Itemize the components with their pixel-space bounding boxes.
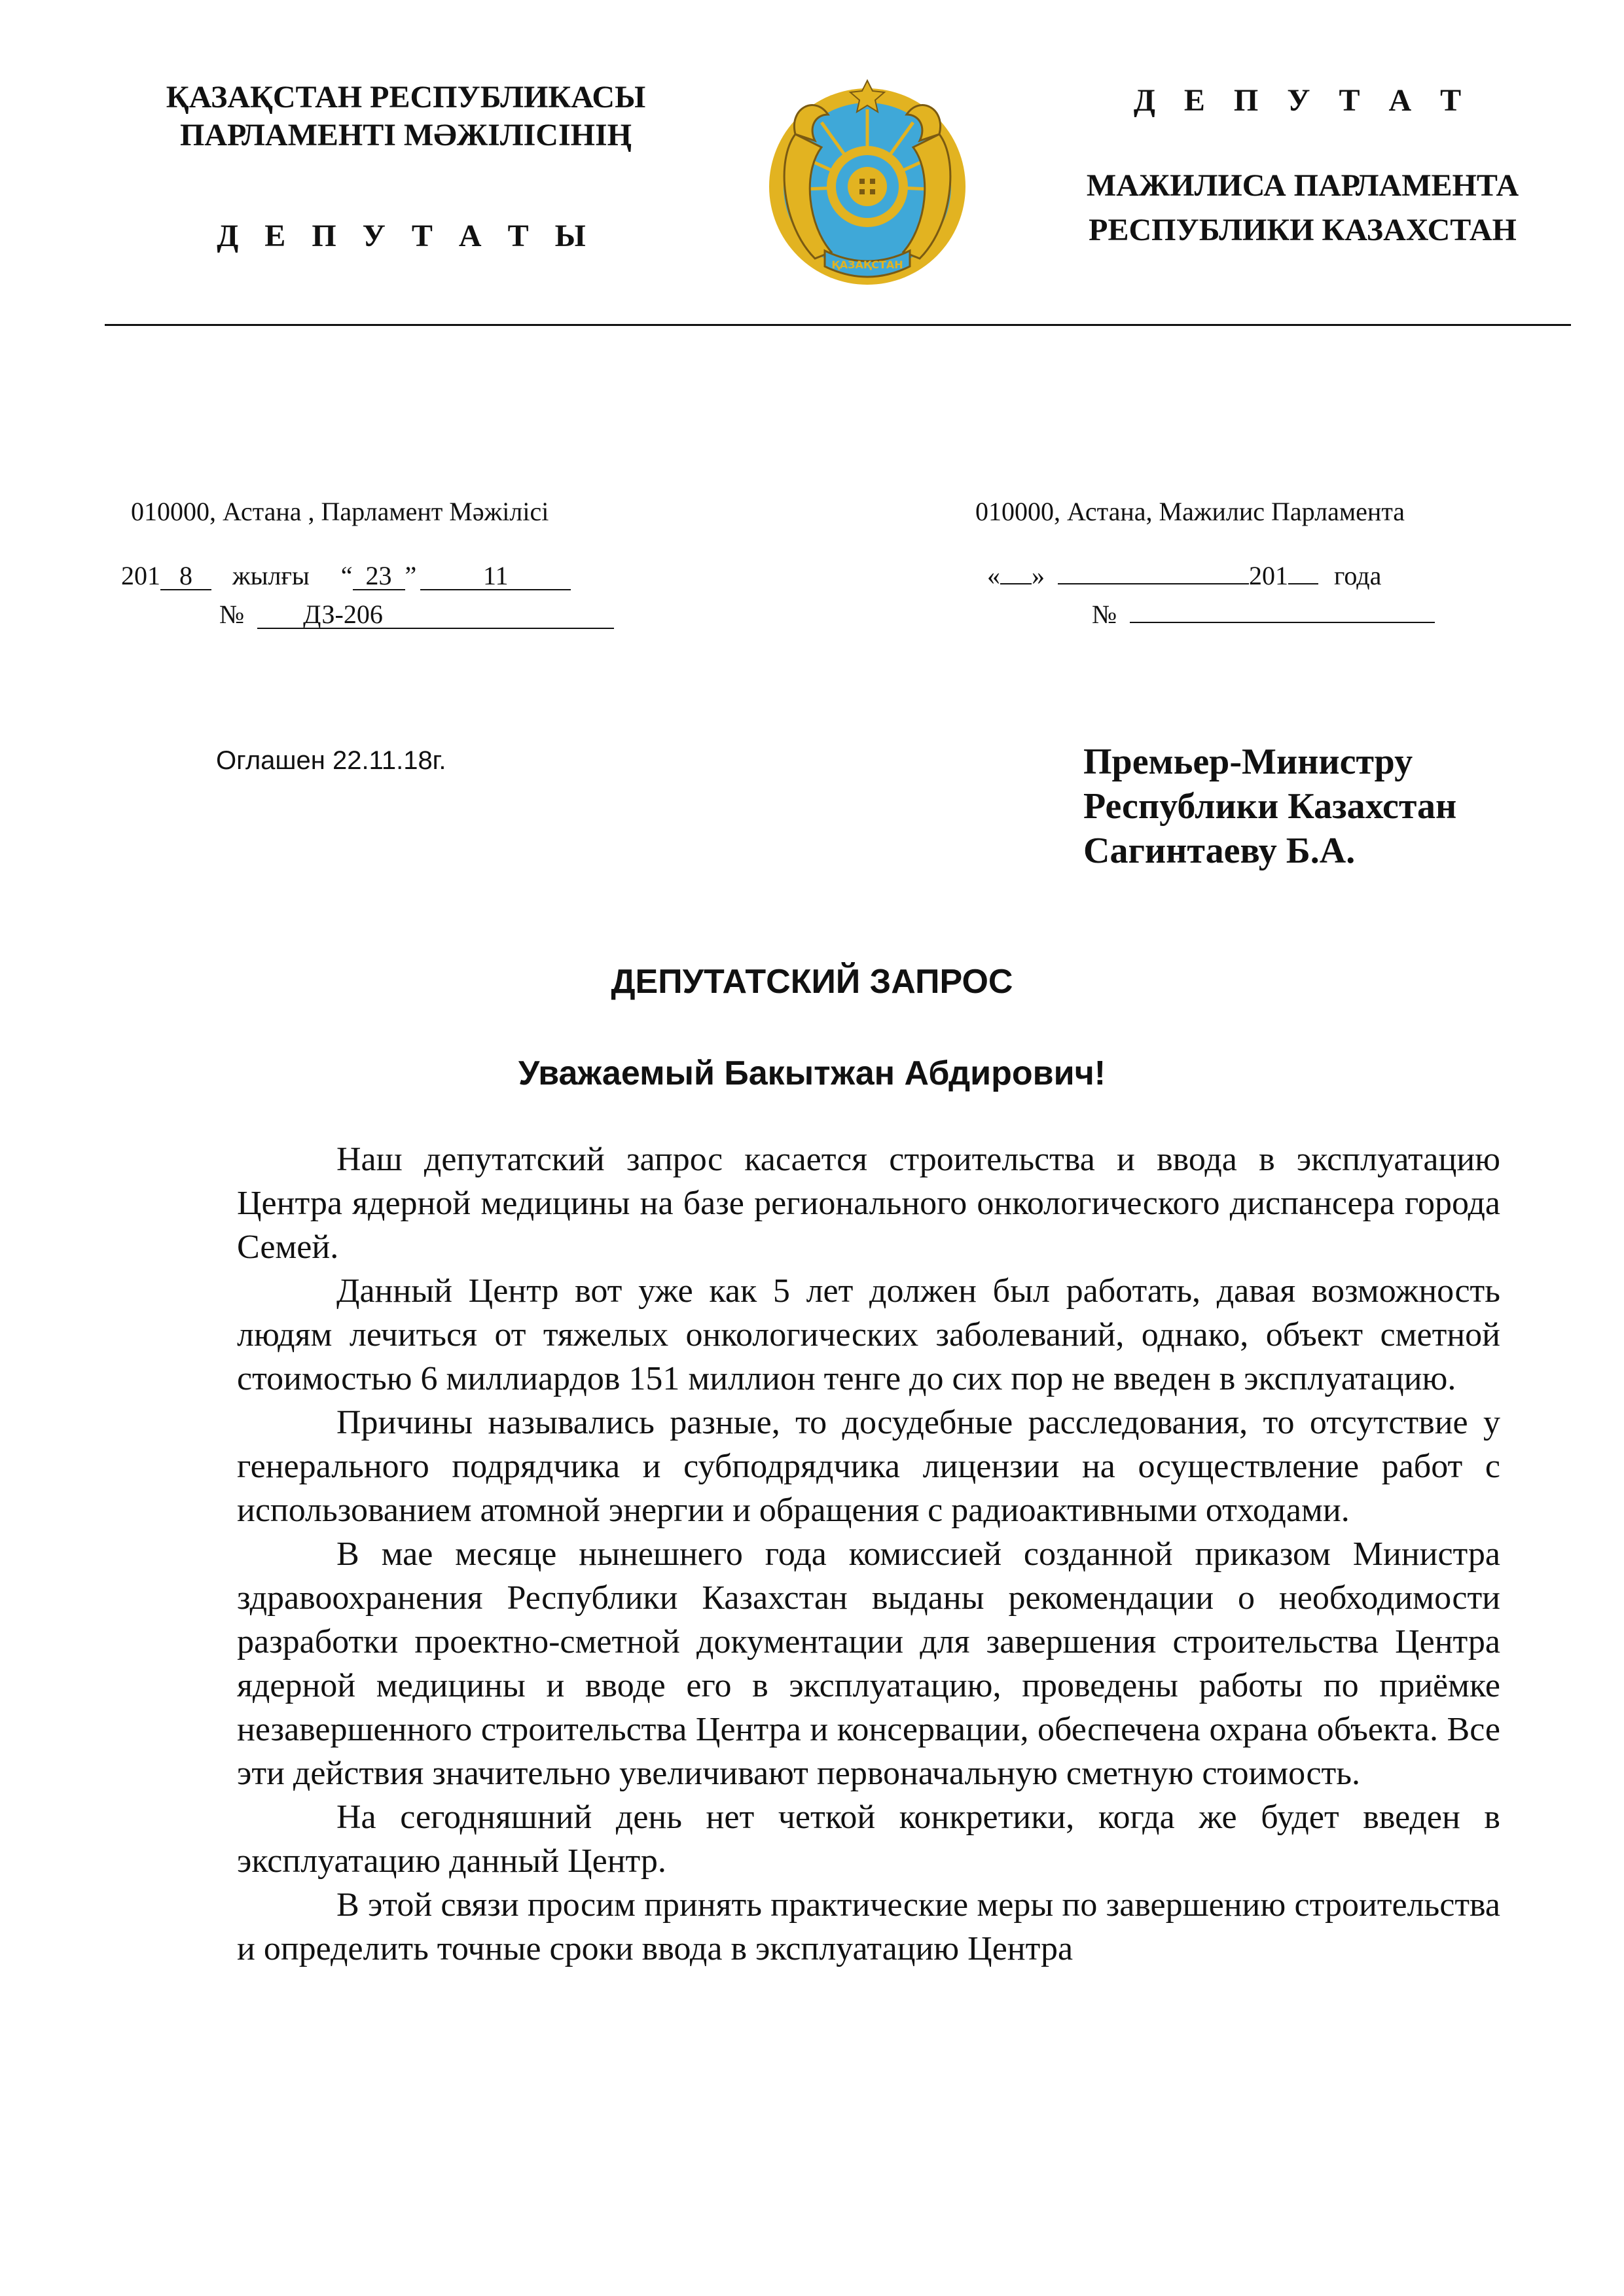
date-right-year-word: года (1334, 561, 1382, 590)
header-right-block (1034, 79, 1571, 253)
date-left-year-prefix: 201 (121, 561, 160, 590)
paragraph: На сегодняшний день нет четкой конкретики, когда же будет введен в эксплуатацию данный Центр. (237, 1799, 1500, 1880)
date-right-line (987, 560, 1381, 592)
header-right-line2: МАЖИЛИСА ПАРЛАМЕНТА (1086, 168, 1519, 203)
announced-stamp: Оглашен 22.11.18г. (216, 746, 446, 775)
header-left-deputies: Д Е П У Т А Т Ы (217, 219, 595, 253)
date-left-day: 23 (353, 563, 405, 590)
date-left-quote-open: “ (340, 561, 353, 590)
letter-body (237, 1138, 1500, 1971)
address-right: 010000, Астана, Мажилис Парламента (975, 497, 1405, 526)
number-right-sign: № (1092, 600, 1117, 629)
state-emblem-icon (769, 75, 965, 293)
paragraph: Данный Центр вот уже как 5 лет должен был работать, давая возможность людям лечиться от тяжелых онкологических заболеваний, однако, объект сметной стоимостью 6 миллиардов 151 миллион тенге до сих пор не введен в эксплуатацию. (237, 1272, 1500, 1397)
header-left-line2: ПАРЛАМЕНТІ МӘЖІЛІСІНІҢ (180, 118, 632, 152)
addressee-block (1083, 740, 1456, 873)
header-left-line1: ҚАЗАҚСТАН РЕСПУБЛИКАСЫ (166, 80, 646, 115)
number-left-line (219, 599, 614, 630)
header-left-block (105, 79, 707, 255)
document-title: ДЕПУТАТСКИЙ ЗАПРОС (611, 963, 1013, 1001)
date-right-year-prefix: 201 (1249, 561, 1288, 590)
date-left-month: 11 (420, 563, 571, 590)
header-right-deputy: Д Е П У Т А Т (1133, 83, 1472, 118)
emblem-text: ҚАЗАҚСТАН (831, 259, 903, 271)
date-right-month-blank (1058, 583, 1249, 584)
date-left-year-digit: 8 (160, 563, 211, 590)
date-left-year-word: жылғы (232, 561, 310, 590)
number-right-line (1092, 599, 1435, 630)
paragraph: Наш депутатский запрос касается строительства и ввода в эксплуатацию Центра ядерной медицины на базе регионального онкологического диспансера города Семей. (237, 1141, 1500, 1266)
date-left-line (121, 560, 571, 592)
paragraph: В мае месяце нынешнего года комиссией созданной приказом Министра здравоохранения Республики Казахстан выданы рекомендации о необходимости разработки проектно-сметной документации для завершения строительства Центра ядерной медицины и вводе его в эксплуатацию, проведены работы по приёмке незавершенного строительства Центра и консервации, обеспечена охрана объекта. Все эти действия значительно увеличивают первоначальную сметную стоимость. (237, 1535, 1500, 1792)
addressee-line1: Премьер-Министру (1083, 742, 1413, 782)
header-right-line3: РЕСПУБЛИКИ КАЗАХСТАН (1089, 213, 1517, 247)
date-right-quote-open: « (987, 561, 1000, 590)
number-right-blank (1130, 622, 1435, 623)
date-right-day-blank (1000, 583, 1032, 584)
date-left-quote-close: ” (405, 561, 417, 590)
date-right-quote-close: » (1032, 561, 1045, 590)
addressee-line3: Сагинтаеву Б.А. (1083, 831, 1356, 871)
paragraph: В этой связи просим принять практические меры по завершению строительства и определить точные сроки ввода в эксплуатацию Центра (237, 1886, 1500, 1967)
number-left-value: ДЗ-206 (257, 601, 614, 629)
addressee-line2: Республики Казахстан (1083, 786, 1457, 827)
paragraph: Причины назывались разные, то досудебные расследования, то отсутствие у генерального подрядчика и субподрядчика лицензии на осуществление работ с использованием атомной энергии и обращения с радиоактивными отходами. (237, 1404, 1500, 1529)
greeting: Уважаемый Бакытжан Абдирович! (518, 1054, 1106, 1092)
address-left: 010000, Астана , Парламент Мәжілісі (131, 497, 549, 526)
header-divider (105, 324, 1571, 326)
date-right-year-blank (1288, 583, 1318, 584)
number-left-sign: № (219, 600, 245, 629)
